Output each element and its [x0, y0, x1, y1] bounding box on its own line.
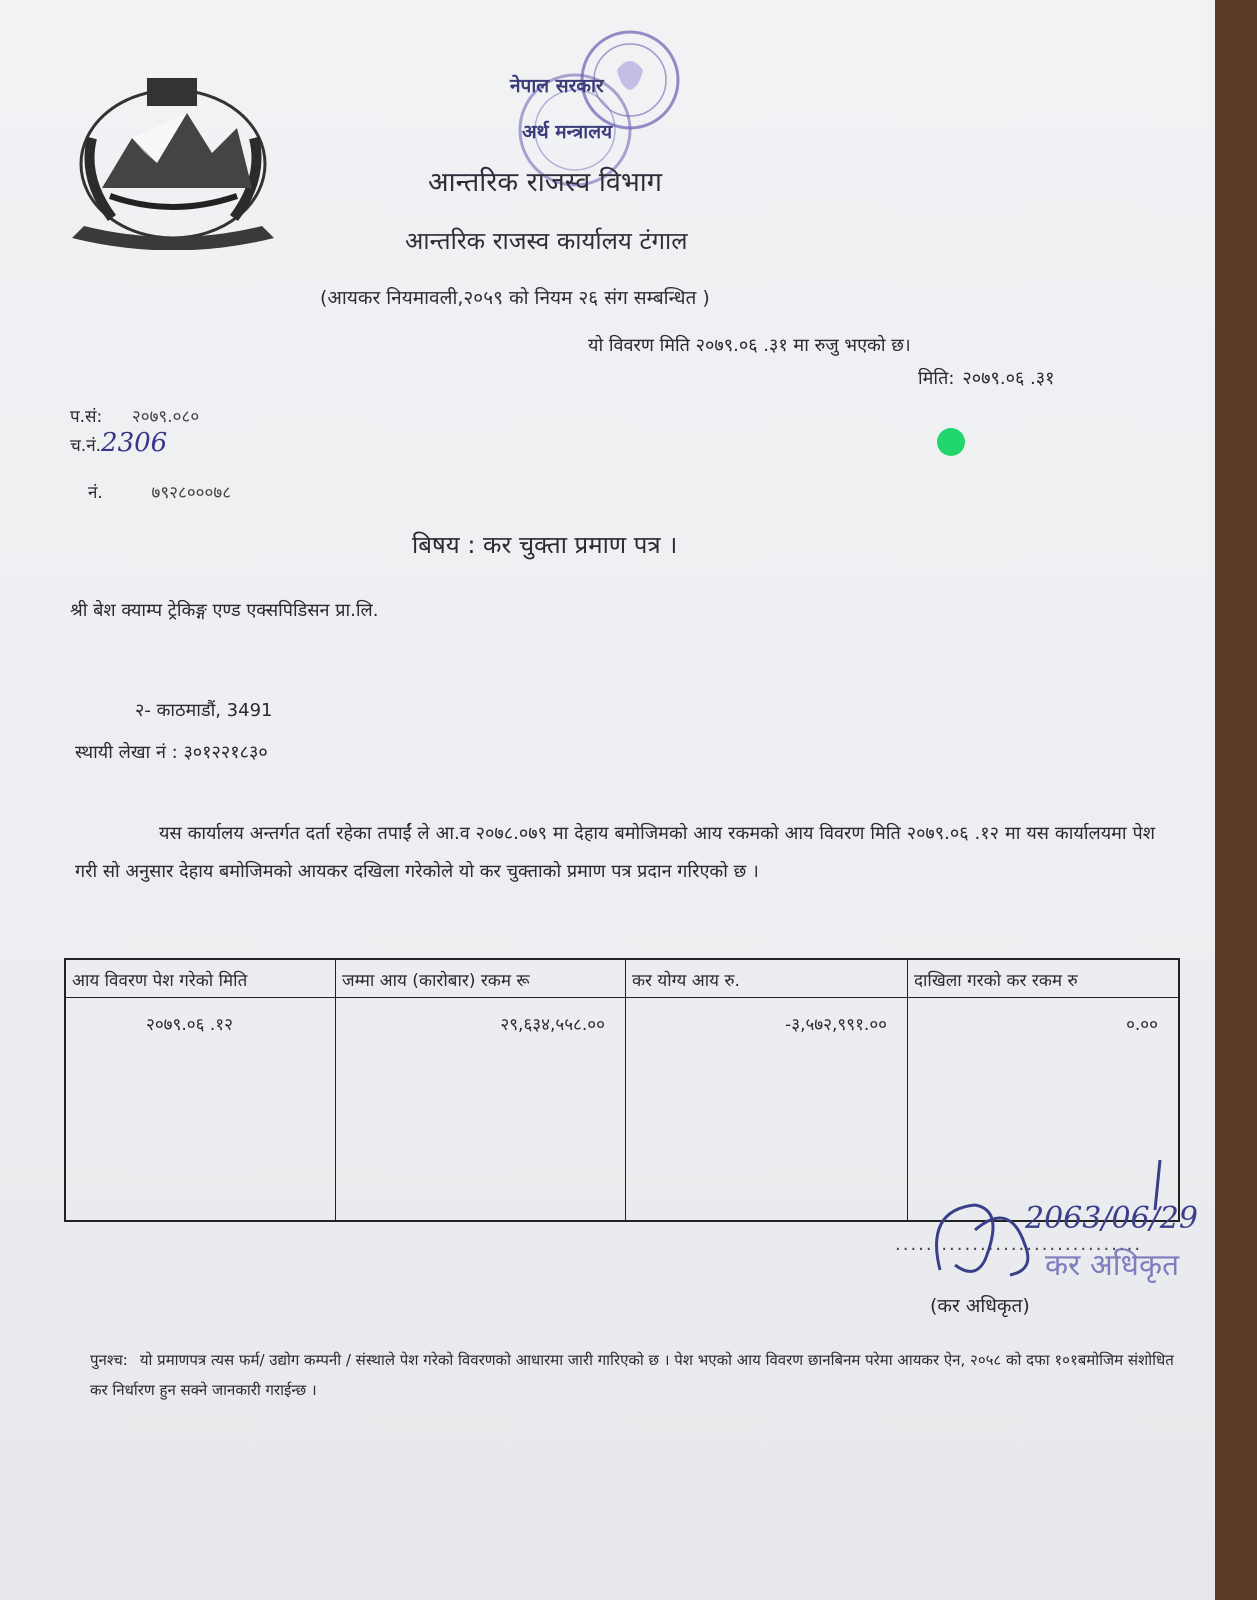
- pan-number: स्थायी लेखा नं : ३०१२२१८३०: [75, 742, 268, 763]
- issue-date-value: २०७९.०६ .३१: [962, 368, 1055, 389]
- table-cell-tax-paid: ०.००: [1126, 1015, 1158, 1035]
- table-header-tax-paid: दाखिला गरको कर रकम रु: [908, 960, 1178, 998]
- recipient-name: श्री बेश क्याम्प ट्रेकिङ्ग एण्ड एक्सपिडिसन प्रा.लि.: [70, 600, 379, 621]
- signature-handwritten-date: 2063/06/29: [1025, 1201, 1198, 1236]
- ps-label: प.सं:: [70, 407, 103, 427]
- footnote-text: यो प्रमाणपत्र त्यस फर्म/ उद्योग कम्पनी / संस्थाले पेश गरेको विवरणको आधारमा जारी गारिएको छ । पेश भएको आय विवरण छानबिनम परेमा आयकर ऐन, २०५८ को दफा १०१बमोजिम संशोधित कर निर्धारण हुन सक्ने जानकारी गराईन्छ ।: [90, 1351, 1174, 1399]
- footnote-label: पुनश्च:: [90, 1351, 128, 1369]
- letter-number: [70, 404, 199, 427]
- footnote: [90, 1345, 1180, 1405]
- cn-value-handwritten: 2306: [101, 428, 168, 458]
- reference-number: [88, 480, 231, 503]
- cn-label: च.नं.: [70, 436, 102, 456]
- green-dot-marker: [937, 428, 965, 456]
- signature-line: ................................: [895, 1234, 1143, 1255]
- body-paragraph: यस कार्यालय अन्तर्गत दर्ता रहेका तपाईं ले आ.व २०७८.०७९ मा देहाय बमोजिमको आय रकमको आय विवरण मिति २०७९.०६ .१२ मा यस कार्यालयमा पेश गरी सो अनुसार देहाय बमोजिमको आयकर दखिला गरेकोले यो कर चुक्ताको प्रमाण पत्र प्रदान गरिएको छ ।: [75, 823, 1155, 882]
- table-cell-total-income: २९,६३४,५५८.००: [336, 998, 626, 1220]
- verification-note: यो विवरण मिति २०७९.०६ .३१ मा रुजु भएको छ।: [588, 335, 911, 356]
- ps-value: २०७९.०८०: [131, 407, 200, 427]
- table-header-date: आय विवरण पेश गरेको मिति: [66, 960, 336, 998]
- issue-date-label: मिति:: [918, 368, 955, 389]
- header-department: आन्तरिक राजस्व विभाग: [428, 167, 663, 198]
- signature-handwritten-title: कर अधिकृत: [1045, 1248, 1180, 1283]
- table-cell-date: २०७९.०६ .१२: [66, 998, 336, 1220]
- signature-title: (कर अधिकृत): [930, 1295, 1030, 1317]
- subject-line: बिषय : कर चुक्ता प्रमाण पत्र ।: [412, 531, 678, 559]
- rule-reference: (आयकर नियमावली,२०५९ को नियम २६ संग सम्बन्धित ): [320, 287, 710, 309]
- issue-date: [918, 366, 1054, 390]
- header-government: नेपाल सरकार: [510, 75, 604, 97]
- table-header-total-income: जम्मा आय (कारोबार) रकम रू: [336, 960, 626, 998]
- recipient-address: २- काठमाडौं, 3491: [135, 700, 273, 721]
- table-header-taxable-income: कर योग्य आय रु.: [626, 960, 908, 998]
- header-office: आन्तरिक राजस्व कार्यालय टंगाल: [405, 227, 688, 255]
- table-cell-taxable-income: -३,५७२,९९१.००: [626, 998, 908, 1220]
- dispatch-number: [70, 428, 167, 458]
- nepal-emblem-icon: [62, 68, 284, 250]
- no-label: नं.: [88, 483, 103, 503]
- header-ministry: अर्थ मन्त्रालय: [522, 121, 613, 143]
- no-value: ७९२८०००७८: [151, 483, 232, 503]
